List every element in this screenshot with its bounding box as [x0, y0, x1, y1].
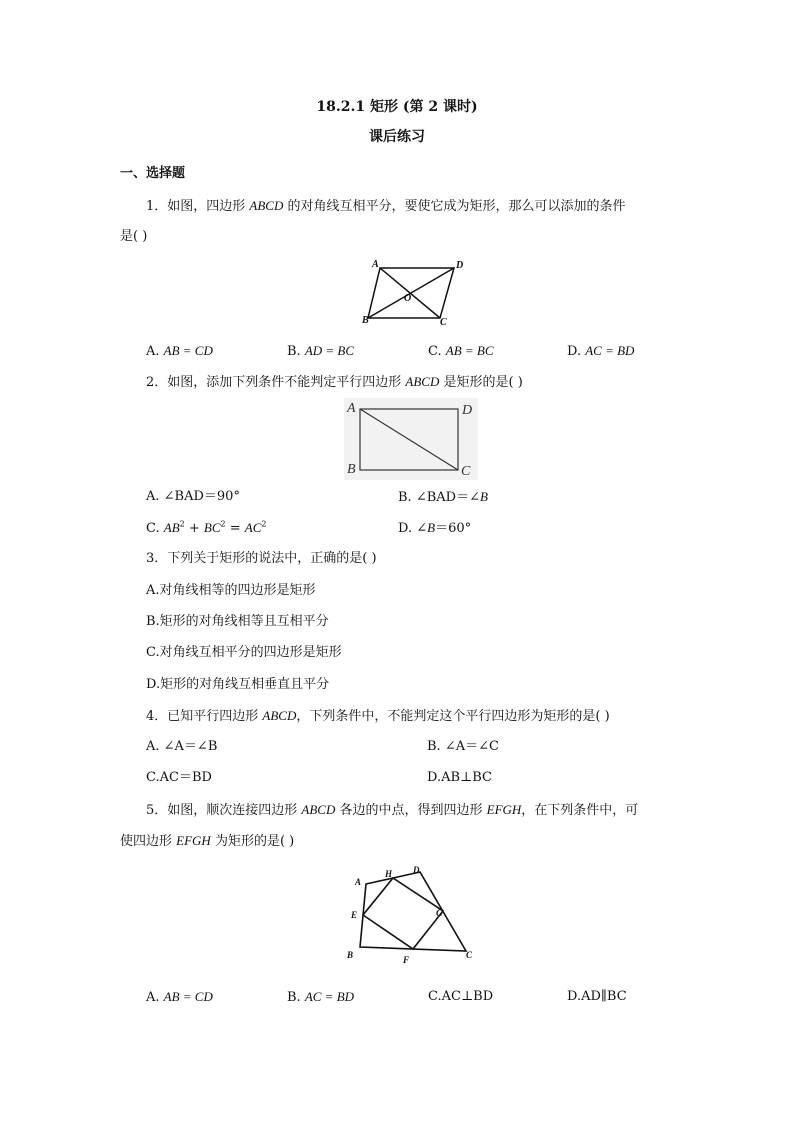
- q5-quadrilateral-efgh: [363, 878, 443, 949]
- q5-stem-line2: 使四边形 EFGH 为矩形的是( ): [120, 833, 295, 849]
- q1-label-o: O: [404, 293, 412, 304]
- q2-label-d: D: [462, 403, 473, 418]
- q4-option-c[interactable]: C.AC＝BD: [146, 770, 212, 785]
- q2-option-c[interactable]: C. $AB^2 + BC^2 = AC^2$: [146, 519, 267, 536]
- q5-option-d[interactable]: D.AD∥BC: [567, 989, 627, 1004]
- q5-label-d: D: [413, 865, 420, 875]
- q5-label-e: E: [351, 910, 358, 920]
- q2-label-a: A: [347, 401, 356, 416]
- q5-figure: [342, 864, 482, 966]
- section-heading: 一、选择题: [120, 166, 186, 181]
- q5-label-h: H: [385, 869, 393, 879]
- q1-label-c: C: [440, 317, 447, 326]
- page-subtitle: 课后练习: [369, 129, 425, 145]
- q2-option-d[interactable]: D. ∠B＝60°: [398, 520, 472, 536]
- page-title: 18.2.1 矩形 (第 2 课时): [316, 99, 478, 115]
- q4-stem: 4．已知平行四边形 ABCD，下列条件中，不能判定这个平行四边形为矩形的是( ): [146, 708, 610, 724]
- q4-option-b[interactable]: B. ∠A＝∠C: [427, 739, 499, 754]
- q2-label-c: C: [461, 464, 471, 479]
- q3-stem: 3．下列关于矩形的说法中，正确的是( ): [146, 551, 377, 566]
- q5-option-a[interactable]: A. AB = CD: [146, 989, 213, 1005]
- q5-label-b: B: [347, 950, 354, 960]
- q1-label-a: A: [372, 259, 379, 270]
- q1-option-c[interactable]: C. AB = BC: [428, 343, 494, 359]
- q2-option-a[interactable]: A. ∠BAD＝90°: [146, 489, 240, 504]
- q5-label-g: G: [436, 908, 443, 918]
- q1-label-d: D: [456, 260, 464, 271]
- q5-option-b[interactable]: B. AC = BD: [287, 989, 355, 1005]
- q3-option-b[interactable]: B.矩形的对角线相等且互相平分: [146, 614, 329, 629]
- q4-option-a[interactable]: A. ∠A＝∠B: [146, 739, 218, 754]
- q3-option-a[interactable]: A.对角线相等的四边形是矩形: [146, 583, 316, 598]
- q5-stem: 5．如图，顺次连接四边形 ABCD 各边的中点，得到四边形 EFGH，在下列条件中，可: [146, 802, 639, 818]
- q2-label-b: B: [347, 462, 356, 477]
- q3-option-c[interactable]: C.对角线互相平分的四边形是矩形: [146, 645, 342, 660]
- q1-option-a[interactable]: A. AB = CD: [146, 343, 213, 359]
- q2-stem: 2．如图，添加下列条件不能判定平行四边形 ABCD 是矩形的是( ): [146, 374, 523, 390]
- q1-stem-line2: 是( ): [120, 229, 148, 244]
- q3-option-d[interactable]: D.矩形的对角线互相垂直且平分: [146, 677, 330, 692]
- q5-quadrilateral-abcd: [360, 872, 466, 951]
- q5-option-c[interactable]: C.AC⊥BD: [428, 989, 494, 1004]
- q1-option-b[interactable]: B. AD = BC: [287, 343, 355, 359]
- q4-option-d[interactable]: D.AB⊥BC: [427, 770, 492, 785]
- q1-stem: 1．如图，四边形 ABCD 的对角线互相平分，要使它成为矩形，那么可以添加的条件: [146, 198, 626, 214]
- q2-option-b[interactable]: B. ∠BAD＝∠B: [398, 489, 488, 505]
- q1-figure: [360, 256, 470, 326]
- q1-label-b: B: [362, 315, 369, 326]
- q2-figure: [344, 398, 478, 480]
- q5-label-f: F: [403, 955, 410, 965]
- q5-label-c: C: [466, 950, 473, 960]
- q1-option-d[interactable]: D. AC = BD: [567, 343, 635, 359]
- q5-label-a: A: [355, 877, 362, 887]
